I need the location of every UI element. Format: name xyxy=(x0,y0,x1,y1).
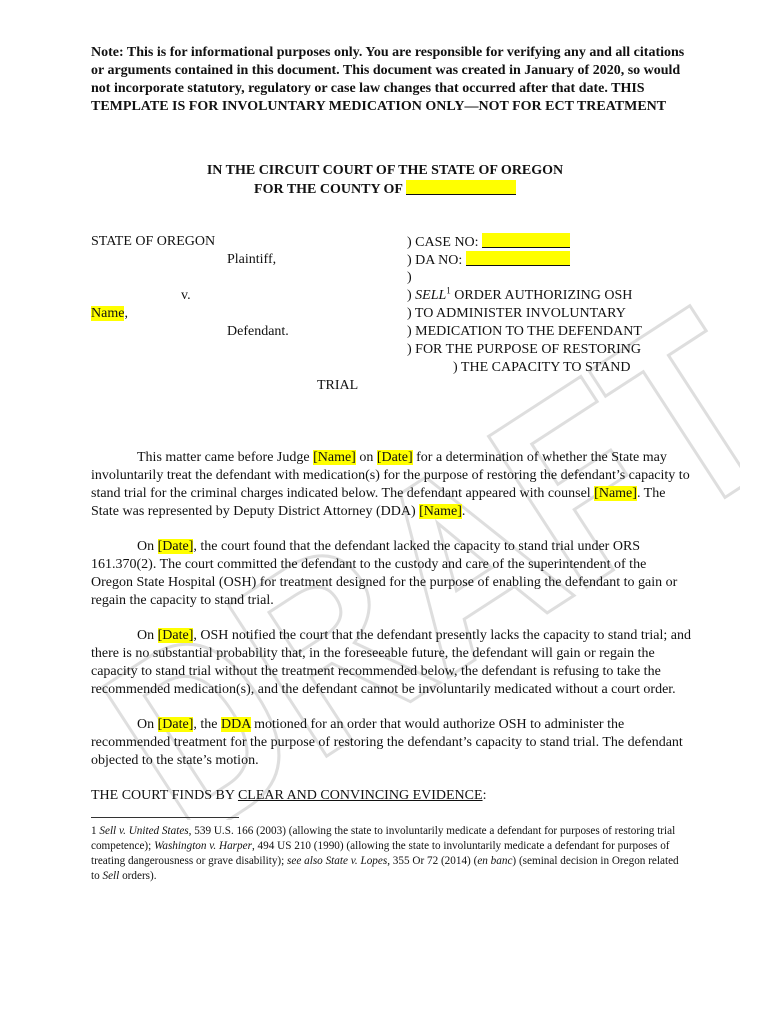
case-number-label: ) CASE NO: xyxy=(407,235,483,250)
caption-spacer xyxy=(91,269,411,287)
text: for a determination of whether the State may involuntarily treat the defendant with medication(s) for the purpose of restoring the defendant’s capacity to stand trial for the criminal charges indicated below. The defendant appeared with counsel xyxy=(91,450,690,501)
order-title-trial: TRIAL xyxy=(317,378,359,393)
order-sell: SELL xyxy=(415,288,447,303)
county-blank[interactable] xyxy=(406,180,516,195)
paragraph-osh-notice xyxy=(91,627,691,699)
case-number-line xyxy=(407,233,707,251)
paragraph-motion xyxy=(91,716,691,770)
defendant-name-placeholder[interactable]: Name xyxy=(91,306,125,321)
order-paren: ) xyxy=(407,288,416,303)
text: On xyxy=(137,628,158,643)
text: motioned for an order that would authorize OSH to administer the recommended treatment for the purpose of restoring the defendant’s capacity to stand trial. The defendant objected to the state’s motion. xyxy=(91,717,683,768)
citation-harper: Washington v. Harper xyxy=(154,840,252,852)
counsel-name-placeholder[interactable]: [Name] xyxy=(594,486,637,501)
plaintiff-label: Plaintiff, xyxy=(227,252,277,267)
da-number-label: ) DA NO: xyxy=(407,253,466,268)
order-title-line5: ) THE CAPACITY TO STAND xyxy=(453,360,631,375)
citation-lopes: see also State v. Lopes xyxy=(287,855,388,867)
text: On xyxy=(137,717,158,732)
text: orders). xyxy=(119,870,157,882)
text: , 355 Or 72 (2014) ( xyxy=(387,855,478,867)
text: . xyxy=(461,504,466,519)
order-title-line2: ) TO ADMINISTER INVOLUNTARY xyxy=(407,306,626,321)
versus-label: v. xyxy=(181,288,191,303)
citation-sell: Sell v. United States xyxy=(99,825,189,837)
dda-name-placeholder[interactable]: [Name] xyxy=(419,504,462,519)
order-body xyxy=(91,449,691,884)
case-caption xyxy=(91,233,691,405)
defendant-label: Defendant. xyxy=(227,324,289,339)
county-label: FOR THE COUNTY OF xyxy=(254,182,406,197)
judge-name-placeholder[interactable]: [Name] xyxy=(313,450,356,465)
evidence-standard: CLEAR AND CONVINCING EVIDENCE xyxy=(237,788,483,803)
finding-date-placeholder[interactable]: [Date] xyxy=(157,539,194,554)
text: , 539 U.S. 166 (2003) (allowing the state to involuntarily medicate a defendant for purposes of restoring trial competence); xyxy=(91,825,676,852)
da-number-blank[interactable] xyxy=(466,251,570,266)
da-number-line xyxy=(407,251,707,269)
order-title-line4: ) FOR THE PURPOSE OF RESTORING xyxy=(407,342,642,357)
text: THE COURT FINDS BY xyxy=(91,788,238,803)
dda-placeholder[interactable]: DDA xyxy=(221,717,251,732)
order-title-line1 xyxy=(407,287,707,305)
text: . The State was represented by Deputy District Attorney (DDA) xyxy=(91,486,666,519)
caption-paren: ) xyxy=(407,270,412,285)
footnote-separator xyxy=(91,817,239,818)
caption-parties xyxy=(91,233,411,341)
hearing-date-placeholder[interactable]: [Date] xyxy=(376,450,413,465)
citation-en-banc: en banc xyxy=(477,855,513,867)
footnote-ref[interactable]: 1 xyxy=(446,285,451,296)
text: ) (seminal decision in Oregon related to xyxy=(91,855,679,882)
motion-date-placeholder[interactable]: [Date] xyxy=(157,717,194,732)
order-title-text: ORDER AUTHORIZING OSH xyxy=(450,288,633,303)
paragraph-hearing xyxy=(91,449,691,521)
notice-date-placeholder[interactable]: [Date] xyxy=(157,628,194,643)
court-heading xyxy=(91,162,691,199)
text: , the xyxy=(193,717,221,732)
paragraph-incapacity-finding xyxy=(91,538,691,610)
findings-heading xyxy=(91,787,691,805)
citation-sell-short: Sell xyxy=(102,870,120,882)
text: , OSH notified the court that the defendant presently lacks the capacity to stand trial; and there is no substantial probability that, in the foreseeable future, the defendant will gain or regain the capacity to stand trial without the treatment recommended below, the defendant is refusing to take the recommended medication(s), and the defendant cannot be involuntarily medicated without a court order. xyxy=(91,628,692,697)
text: This matter came before Judge xyxy=(137,450,314,465)
court-heading-line2 xyxy=(91,180,679,199)
plaintiff-name: STATE OF OREGON xyxy=(91,234,216,249)
order-title-line3: ) MEDICATION TO THE DEFENDANT xyxy=(407,324,642,339)
text: , 494 US 210 (1990) (allowing the state to involuntarily medicate a defendant for purposes of treating dangerousness or grave disability); xyxy=(91,840,670,867)
text: on xyxy=(355,450,377,465)
case-number-blank[interactable] xyxy=(482,233,570,248)
text: On xyxy=(137,539,158,554)
text: : xyxy=(482,788,487,803)
caption-case-info xyxy=(407,233,707,377)
text: , the court found that the defendant lacked the capacity to stand trial under ORS 161.370(2). The court committed the defendant to the custody and care of the superintendent of the Oregon State Hospital (OSH) for treatment designed for the purpose of enabling the defendant to gain or regain the capacity to stand trial. xyxy=(91,539,678,608)
disclaimer-note: Note: This is for informational purposes only. You are responsible for verifying any and all citations or arguments contained in this document. This document was created in January of 2020, so would not incorporate statutory, regulatory or case law changes that occurred after that date. THIS TEMPLATE IS FOR INVOLUNTARY MEDICATION ONLY—NOT FOR ECT TREATMENT xyxy=(91,45,685,114)
text: 1 xyxy=(91,825,100,837)
defendant-name-line: Name, xyxy=(91,306,128,321)
document-page xyxy=(91,44,691,884)
court-heading-line1: IN THE CIRCUIT COURT OF THE STATE OF OREGON xyxy=(206,163,564,178)
footnote-1 xyxy=(91,824,687,884)
